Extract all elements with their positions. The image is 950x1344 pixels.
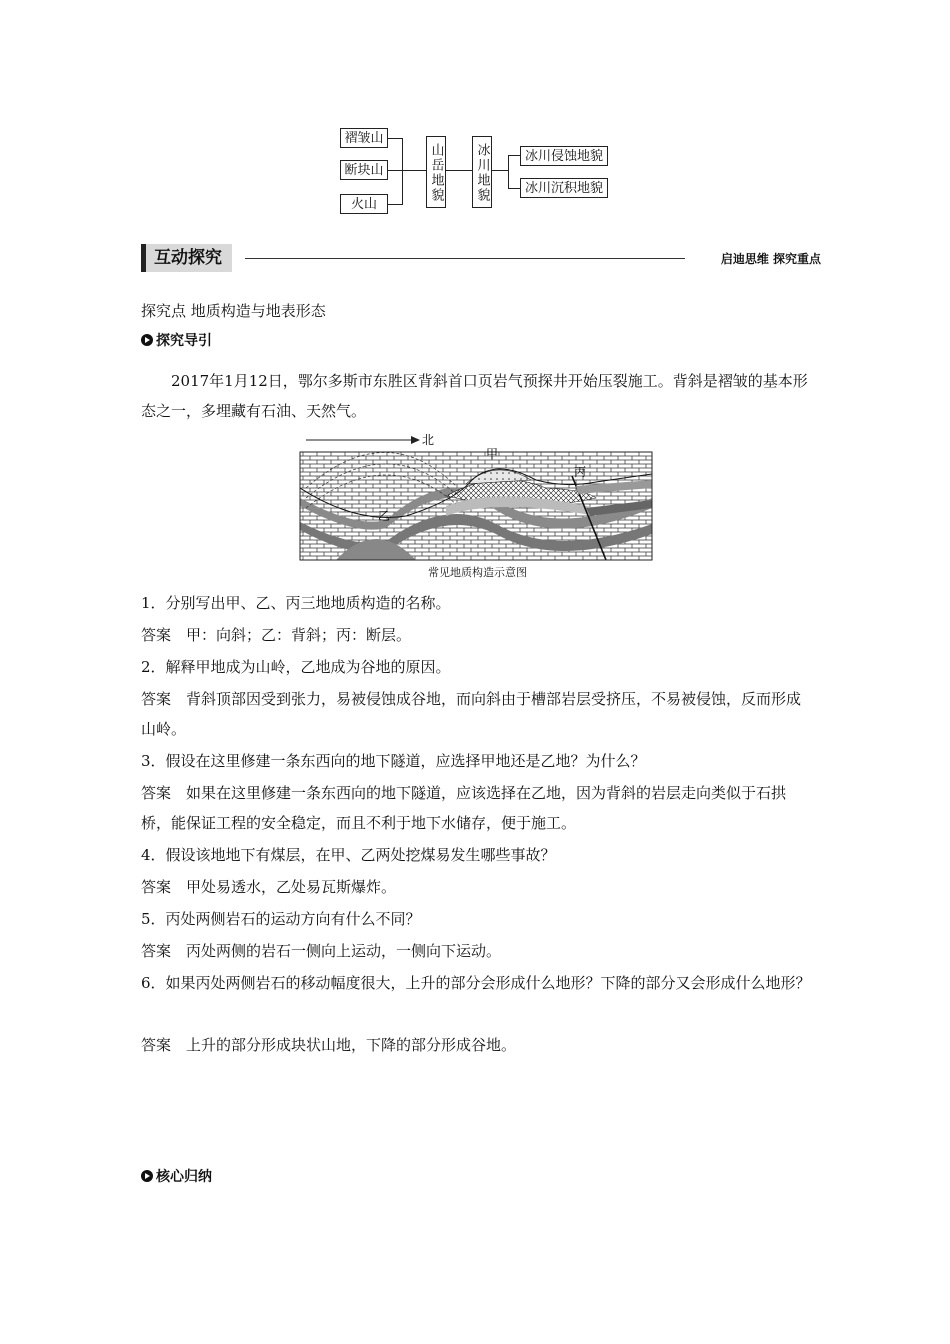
- connector: [508, 188, 520, 189]
- flow-label: 冰川侵蚀地貌: [524, 148, 603, 164]
- guide-label: 探究导引: [156, 333, 212, 349]
- flow-box-fault-block-mountain: [340, 160, 388, 180]
- flow-box-volcano: [340, 194, 388, 214]
- flow-label: 断块山: [344, 162, 384, 178]
- play-bullet-icon: [141, 1170, 153, 1182]
- connector: [388, 138, 402, 139]
- summary-label: 核心归纳: [156, 1169, 212, 1185]
- section-header: [141, 244, 821, 272]
- flow-label: 褶皱山: [344, 130, 384, 146]
- answer-5: 答案 丙处两侧的岩石一侧向上运动，一侧向下运动。: [141, 942, 502, 960]
- section-subtitle: 启迪思维 探究重点: [720, 252, 821, 266]
- flow-label: 山岳地貌: [428, 143, 444, 203]
- guide-heading: [141, 330, 212, 350]
- connector: [492, 170, 508, 171]
- label-jia: 甲: [486, 447, 499, 461]
- flow-label: 火山: [350, 196, 377, 212]
- flow-box-mountain-landform: [426, 136, 446, 208]
- question-6: 6．如果丙处两侧岩石的移动幅度很大，上升的部分会形成什么地形？下降的部分又会形成什么地形？: [141, 974, 811, 992]
- answer-3: 答案 如果在这里修建一条东西向的地下隧道，应该选择在乙地，因为背斜的岩层走向类似于石拱桥，能保证工程的安全稳定，而且不利于地下水储存，便于施工。: [141, 784, 787, 832]
- question-4: 4．假设该地地下有煤层，在甲、乙两处挖煤易发生哪些事故？: [141, 846, 556, 864]
- flow-box-glacial-erosion: [520, 146, 608, 166]
- label-yi: 乙: [378, 509, 391, 523]
- question-3: 3．假设在这里修建一条东西向的地下隧道，应选择甲地还是乙地？为什么？: [141, 752, 646, 770]
- answer-6: 答案 上升的部分形成块状山地，下降的部分形成谷地。: [141, 1036, 517, 1054]
- connector: [388, 204, 402, 205]
- question-2: 2．解释甲地成为山岭，乙地成为谷地的原因。: [141, 658, 451, 676]
- section-divider: [245, 258, 685, 259]
- answer-4: 答案 甲处易透水，乙处易瓦斯爆炸。: [141, 878, 397, 896]
- summary-heading: [141, 1166, 212, 1186]
- figure-caption: 常见地质构造示意图: [428, 566, 527, 579]
- north-arrow-head: [411, 436, 420, 444]
- answer-1: 答案 甲：向斜；乙：背斜；丙：断层。: [141, 626, 412, 644]
- topic-heading: 探究点 地质构造与地表形态: [141, 302, 326, 320]
- answer-2: 答案 背斜顶部因受到张力，易被侵蚀成谷地，而向斜由于槽部岩层受挤压，不易被侵蚀，反而形成山岭。: [141, 690, 802, 738]
- flow-box-glacial-deposition: [520, 178, 608, 198]
- flow-label: 冰川沉积地貌: [524, 180, 603, 196]
- label-bing: 丙: [574, 465, 587, 479]
- flow-box-glacier-landform: [472, 136, 492, 208]
- flow-label: 冰川地貌: [474, 143, 490, 203]
- north-label: 北: [422, 433, 435, 447]
- section-title: 互动探究: [141, 244, 232, 272]
- connector: [508, 155, 509, 189]
- connector: [508, 155, 520, 156]
- connector: [446, 170, 472, 171]
- connector: [402, 138, 403, 205]
- geologic-structure-figure: [296, 428, 656, 562]
- connector: [388, 170, 426, 171]
- intro-paragraph: 2017年1月12日，鄂尔多斯市东胜区背斜首口页岩气预探井开始压裂施工。背斜是褶皱的基本形态之一，多埋藏有石油、天然气。: [141, 372, 808, 420]
- flow-box-fold-mountain: [340, 128, 388, 148]
- question-5: 5．丙处两侧岩石的运动方向有什么不同？: [141, 910, 421, 928]
- play-bullet-icon: [141, 334, 153, 346]
- question-1: 1．分别写出甲、乙、丙三地地质构造的名称。: [141, 594, 451, 612]
